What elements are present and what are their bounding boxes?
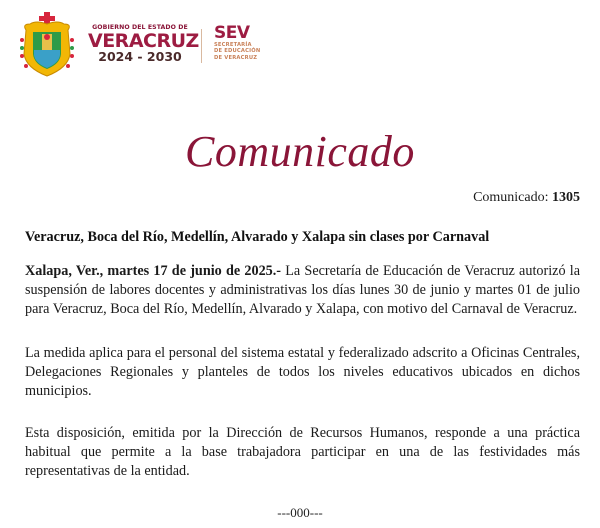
letterhead	[0, 0, 600, 90]
government-state-name: VERACRUZ	[88, 30, 199, 52]
communique-number-label: Comunicado:	[473, 190, 549, 205]
paragraph-2: La medida aplica para el personal del sistema estatal y federalizado adscrito a Oficinas Centrales, Delegaciones Regionales y planteles de todos los niveles educativos ubicados en dichos municipios.	[25, 345, 580, 399]
closing-separator: ---000---	[277, 505, 323, 520]
government-term-years: 2024 - 2030	[98, 49, 182, 64]
coat-of-arms-icon	[18, 10, 76, 80]
paragraph-1	[25, 262, 580, 319]
government-top-line: GOBIERNO DEL ESTADO DE	[92, 24, 188, 31]
sev-line-3: DE VERACRUZ	[214, 54, 258, 61]
communique-number-value: 1305	[552, 190, 580, 205]
sev-line-1: SECRETARÍA	[214, 42, 252, 48]
government-logo	[88, 24, 199, 64]
dateline: Xalapa, Ver., martes 17 de junio de 2025.-	[25, 263, 282, 279]
communique-number	[473, 190, 580, 206]
paragraph-3: Esta disposición, emitida por la Dirección de Recursos Humanos, responde a una práctica habitual que permite a la base trabajadora participar en una de las festividades más representativas de la entidad.	[25, 425, 580, 479]
document-title: Comunicado	[185, 127, 415, 176]
sev-logo	[214, 24, 260, 61]
headline: Veracruz, Boca del Río, Medellín, Alvarado y Xalapa sin clases por Carnaval	[25, 229, 490, 245]
logo-divider	[201, 29, 202, 63]
sev-line-2: DE EDUCACIÓN	[214, 48, 261, 55]
sev-acronym: SEV	[214, 23, 250, 43]
paragraph-1-text: La Secretaría de Educación de Veracruz autorizó la suspensión de labores docentes y administrativas los días lunes 30 de junio y martes 01 de julio para Veracruz, Boca del Río, Medellín, Alvarado y Xalapa, con motivo del Carnaval de Veracruz.	[25, 263, 580, 317]
